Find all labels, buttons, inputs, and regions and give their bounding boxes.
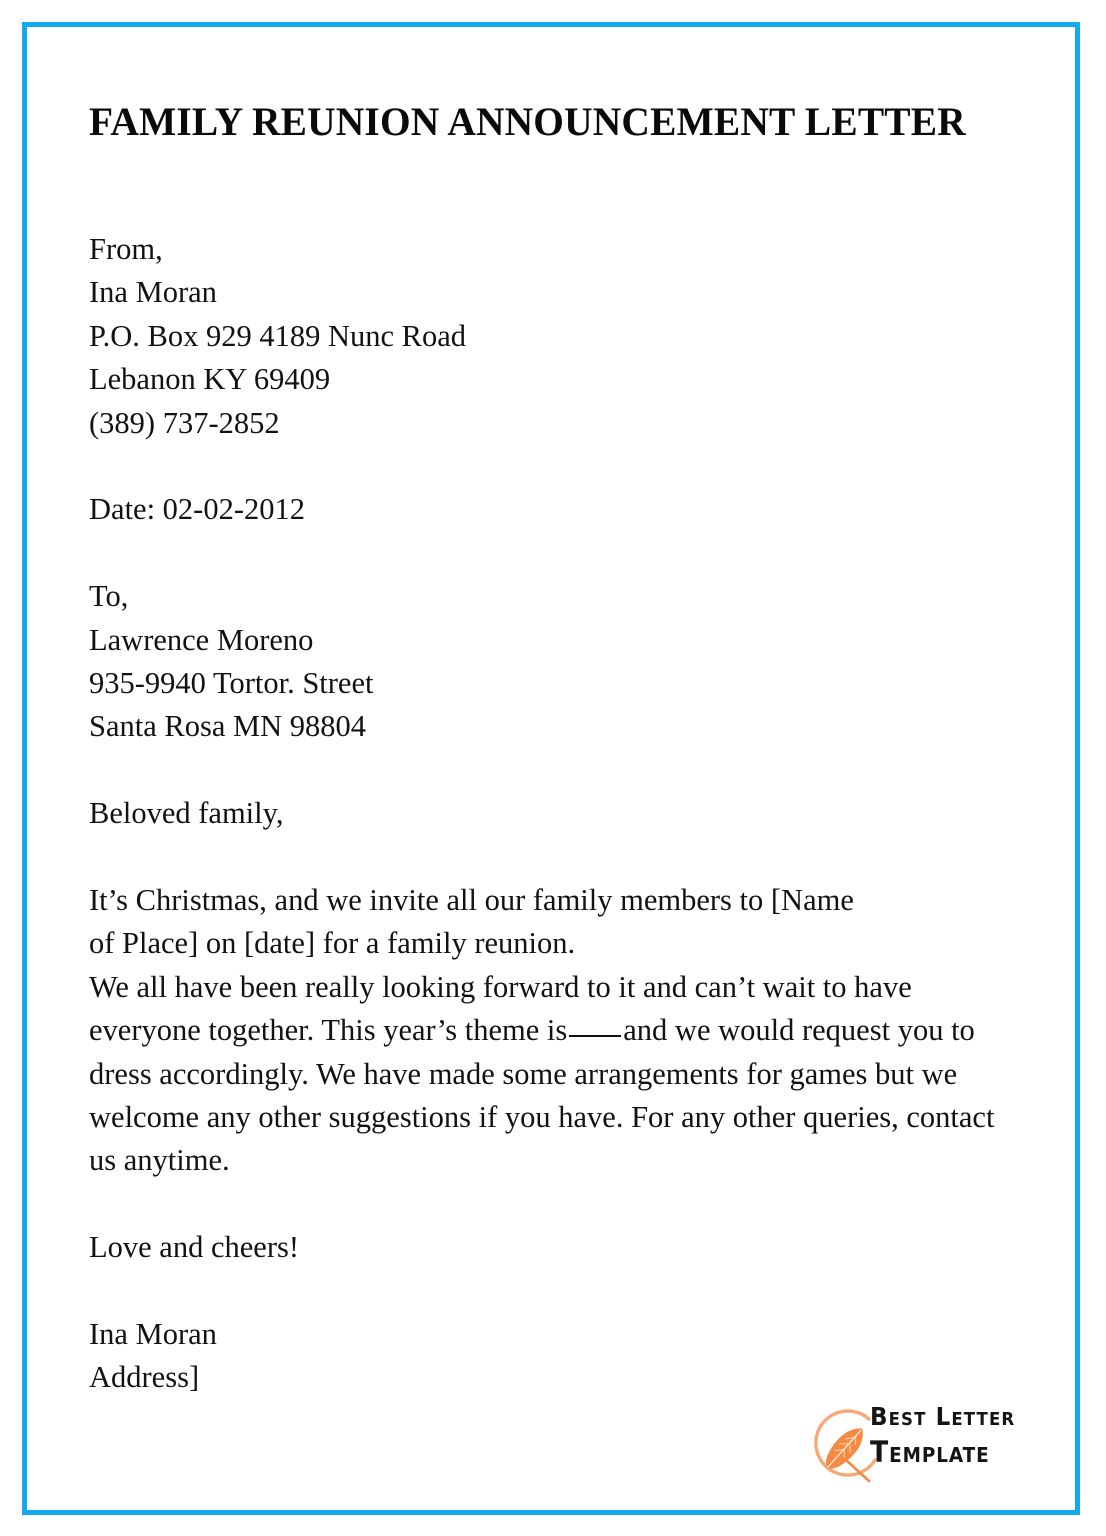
spacer-after-date — [89, 532, 1009, 575]
sender-from-label: From, — [89, 232, 163, 266]
sender-street: P.O. Box 929 4189 Nunc Road — [89, 318, 467, 353]
signature-address: Address] — [89, 1360, 200, 1395]
body-para1-line2: of Place] on [date] for a family reunion. — [89, 926, 576, 961]
signature-block — [89, 1313, 1009, 1400]
body-para2-before-blank: We all have been really looking forward to it and can’t wait to have everyone together. This year’s theme is — [89, 969, 912, 1048]
salutation: Beloved family, — [89, 796, 284, 831]
brand-logo-line-1: Best Letter — [870, 1402, 1016, 1431]
closing-line: Love and cheers! — [89, 1230, 300, 1265]
spacer-after-sender — [89, 445, 1009, 488]
sender-address-block — [89, 228, 1009, 445]
spacer-after-body — [89, 1183, 1009, 1226]
recipient-street: 935-9940 Tortor. Street — [89, 666, 374, 701]
page-title: FAMILY REUNION ANNOUNCEMENT LETTER — [89, 99, 966, 144]
date-line: Date: 02-02-2012 — [89, 492, 305, 527]
closing-block — [89, 1226, 1009, 1269]
signature-name: Ina Moran — [89, 1317, 217, 1352]
brand-logo-line-2: Template — [870, 1435, 990, 1469]
theme-blank-field[interactable] — [569, 1035, 621, 1037]
recipient-name: Lawrence Moreno — [89, 622, 314, 657]
body-paragraph-one — [89, 879, 1009, 966]
body-para2-after-blank: and we would request you to dress accordingly. We have made some arrangements for games but we welcome any other suggestions if you have. For any other queries, contact us anytime. — [89, 1013, 995, 1178]
brand-logo[interactable] — [806, 1404, 1046, 1504]
brand-logo-text — [870, 1404, 1028, 1467]
sender-name: Ina Moran — [89, 275, 217, 310]
recipient-to-label: To, — [89, 579, 129, 614]
salutation-block — [89, 792, 1009, 835]
body-para1-line1: It’s Christmas, and we invite all our family members to [Name — [89, 883, 854, 918]
sender-phone: (389) 737-2852 — [89, 405, 280, 440]
recipient-city-state-zip: Santa Rosa MN 98804 — [89, 709, 367, 744]
body-paragraph-two — [89, 966, 1009, 1183]
spacer-after-recipient — [89, 749, 1009, 792]
spacer-after-closing — [89, 1270, 1009, 1313]
letter-body — [89, 228, 1009, 1400]
recipient-address-block — [89, 575, 1009, 749]
spacer-after-salutation — [89, 836, 1009, 879]
body-para2 — [89, 966, 1009, 1183]
date-block — [89, 488, 1009, 531]
sender-city-state-zip: Lebanon KY 69409 — [89, 362, 331, 397]
